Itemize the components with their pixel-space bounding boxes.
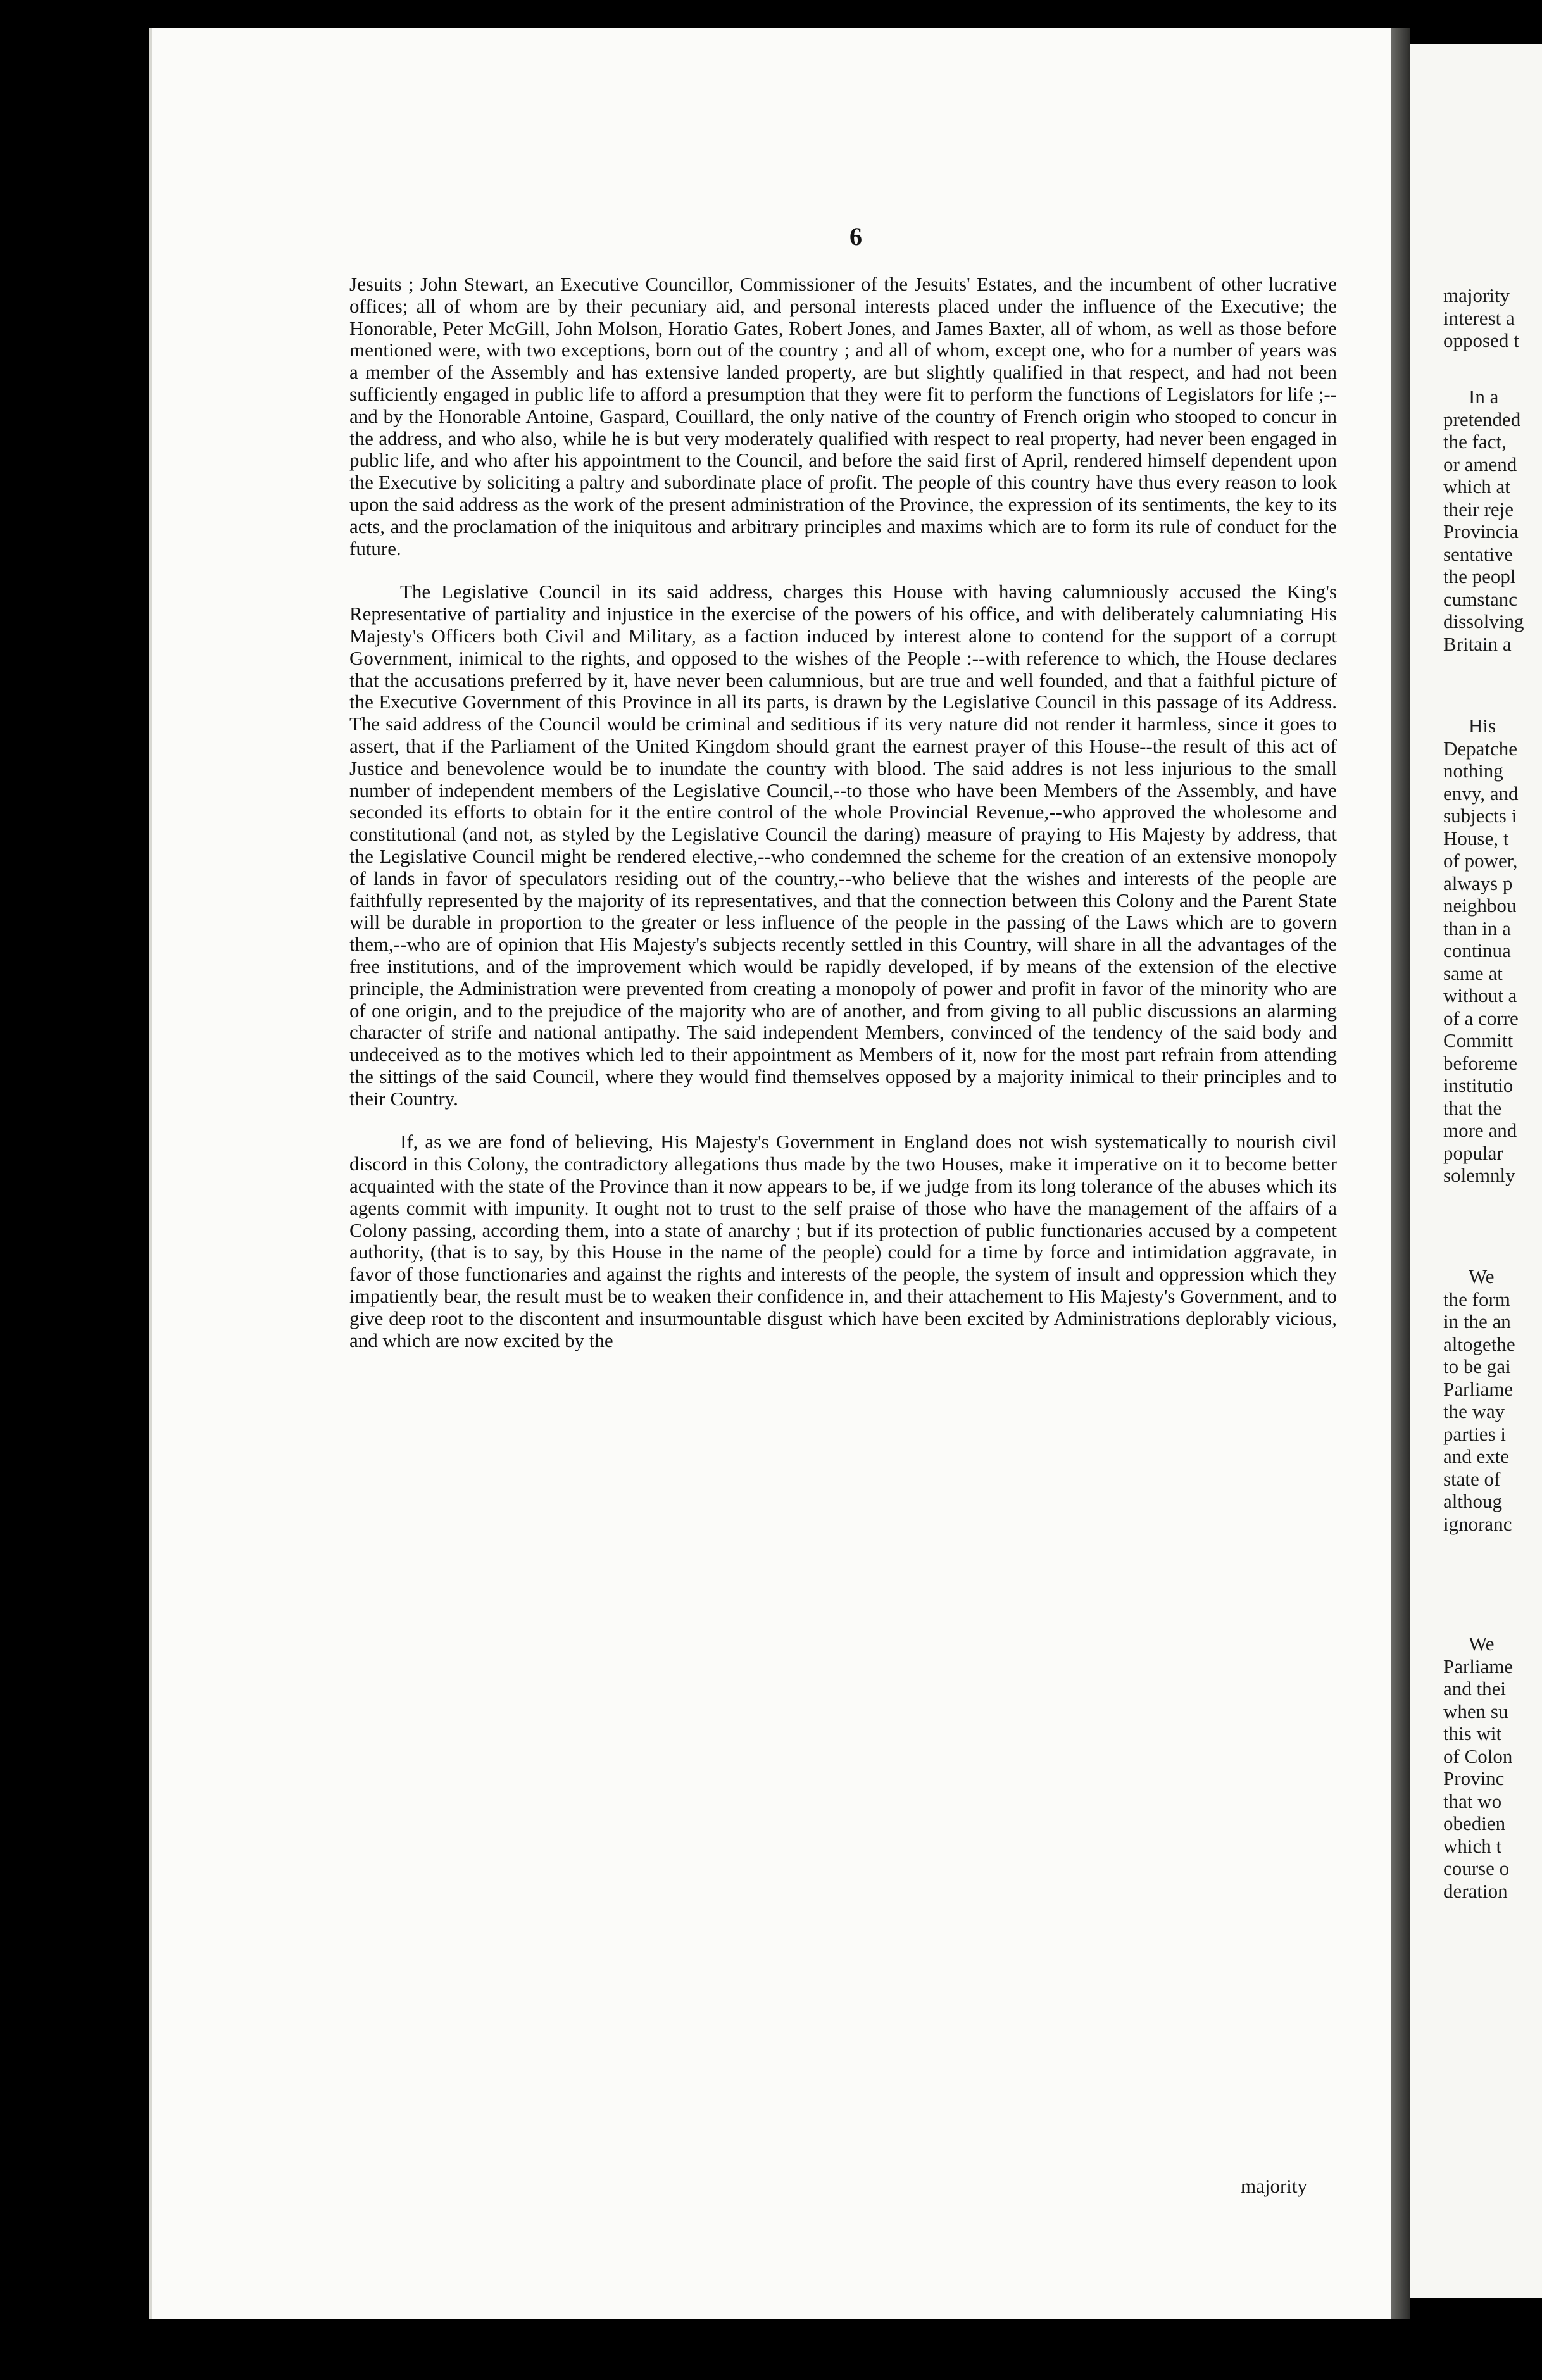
- adjacent-page-fragment: of a corre: [1443, 1006, 1519, 1029]
- adjacent-page-fragment: Provincia: [1443, 520, 1519, 542]
- adjacent-page-fragment: We: [1469, 1632, 1495, 1655]
- adjacent-page-fragment: dissolving: [1443, 610, 1524, 632]
- adjacent-page-fragment: We: [1469, 1265, 1495, 1287]
- adjacent-page-fragment: Depatche: [1443, 737, 1518, 760]
- adjacent-page-fragment: ignoranc: [1443, 1512, 1512, 1535]
- adjacent-page-fragment: neighbou: [1443, 894, 1517, 917]
- adjacent-page-fragment: in the an: [1443, 1310, 1511, 1332]
- adjacent-page-fragment: popular: [1443, 1141, 1503, 1164]
- adjacent-page-fragment: Britain a: [1443, 632, 1512, 655]
- adjacent-page-fragment: majority: [1443, 284, 1510, 306]
- adjacent-page-fragment: of power,: [1443, 849, 1518, 872]
- adjacent-page-edge: [1410, 44, 1542, 2298]
- adjacent-page-fragment: the form: [1443, 1287, 1510, 1310]
- adjacent-page-fragment: that the: [1443, 1096, 1502, 1119]
- adjacent-page-fragment: obedien: [1443, 1812, 1506, 1834]
- adjacent-page-fragment: pretended: [1443, 408, 1521, 430]
- adjacent-page-fragment: Committ: [1443, 1029, 1514, 1051]
- adjacent-page-fragment: course o: [1443, 1857, 1510, 1879]
- adjacent-page-fragment: of Colon: [1443, 1744, 1513, 1767]
- adjacent-page-fragment: interest a: [1443, 306, 1515, 329]
- page-number: 6: [849, 222, 862, 251]
- adjacent-page-fragment: or amend: [1443, 453, 1517, 475]
- adjacent-page-fragment: which at: [1443, 475, 1510, 498]
- adjacent-page-fragment: state of: [1443, 1467, 1501, 1490]
- paragraph-3: If, as we are fond of believing, His Majesty's Government in England does not wish systematically to nourish civil discord in this Colony, the contradictory allegations thus made by the two Houses, make it imperative on it to become better acquainted with the state of the Province than it now appears to be, if we judge from its long tolerance of the abuses which its agents commit with impunity. It ought not to trust to the self praise of those who have the management of the affairs of a Colony passing, according them, into a state of anarchy ; but if its protection of public functionaries accused by a competent authority, (that is to say, by this House in the name of the people) could for a time by force and intimidation aggravate, in favor of those functionaries and against the rights and interests of the people, the system of insult and oppression which they impatiently bear, the result must be to weaken their confidence in, and their attachement to His Majesty's Government, and to give deep root to the discontent and insurmountable disgust which have been excited by Administrations deplorably vicious, and which are now excited by the: [349, 1130, 1337, 1351]
- adjacent-page-fragment: the peopl: [1443, 565, 1516, 587]
- adjacent-page-fragment: House, t: [1443, 827, 1509, 849]
- adjacent-page-fragment: the fact,: [1443, 430, 1507, 453]
- adjacent-page-fragment: His: [1469, 715, 1496, 737]
- adjacent-page-fragment: nothing: [1443, 760, 1503, 782]
- main-text: [349, 273, 1337, 1351]
- book-gutter: [1391, 28, 1410, 2319]
- adjacent-page-fragment: altogethe: [1443, 1332, 1515, 1355]
- adjacent-page-fragment: always p: [1443, 872, 1513, 894]
- adjacent-page-fragment: that wo: [1443, 1789, 1502, 1812]
- adjacent-page-fragment: solemnly: [1443, 1164, 1515, 1186]
- adjacent-page-fragment: althoug: [1443, 1490, 1502, 1512]
- adjacent-page-fragment: without a: [1443, 984, 1517, 1006]
- adjacent-page-fragment: cumstanc: [1443, 587, 1518, 610]
- adjacent-page-fragment: when su: [1443, 1700, 1508, 1722]
- paragraph-1: Jesuits ; John Stewart, an Executive Councillor, Commissioner of the Jesuits' Estates, and the incumbent of other lucrative offices; all of whom are by their pecuniary aid, and personal interests placed under the influence of the Executive; the Honorable, Peter McGill, John Molson, Horatio Gates, Robert Jones, and James Baxter, all of whom, as well as those before mentioned were, with two exceptions, born out of the country ; and all of whom, except one, who for a number of years was a member of the Assembly and has extensive landed property, are but slightly qualified in that respect, and had not been sufficiently engaged in public life to afford a presumption that they were fit to perform the functions of Legislators for life ;--and by the Honorable Antoine, Gaspard, Couillard, the only native of the country of French origin who stooped to concur in the address, and who also, while he is but very moderately qualified with respect to real property, had never been engaged in public life, and who after his appointment to the Council, and before the said first of April, rendered himself dependent upon the Executive by soliciting a paltry and subordinate place of profit. The people of this country have thus every reason to look upon the said address as the work of the present administration of the Province, the expression of its sentiments, the key to its acts, and the proclamation of the iniquitous and arbitrary principles and maxims which are to form its rule of conduct for the future.: [349, 273, 1337, 560]
- adjacent-page-fragment: and thei: [1443, 1677, 1506, 1700]
- adjacent-page-fragment: the way: [1443, 1400, 1505, 1422]
- adjacent-page-fragment: deration: [1443, 1879, 1508, 1902]
- adjacent-page-fragment: In a: [1469, 385, 1499, 408]
- adjacent-page-fragment: Parliame: [1443, 1655, 1514, 1677]
- adjacent-page-fragment: parties i: [1443, 1422, 1506, 1445]
- paragraph-2: The Legislative Council in its said address, charges this House with having calumniously accused the King's Representative of partiality and injustice in the exercise of the powers of his office, and with deliberately calumniating His Majesty's Officers both Civil and Military, as a faction induced by interest alone to contend for the support of a corrupt Government, inimical to the rights, and opposed to the wishes of the People :--with reference to which, the House declares that the accusations preferred by it, have never been calumnious, but are true and well founded, and that a faithful picture of the Executive Government of this Province in all its parts, is drawn by the Legislative Council in this passage of its Address. The said address of the Council would be criminal and seditious if its very nature did not render it harmless, since it goes to assert, that if the Parliament of the United Kingdom should grant the earnest prayer of this House--the result of this act of Justice and benevolence would be to inundate the country with blood. The said addres is not less injurious to the small number of independent members of the Legislative Council,--to those who have been Members of the Assembly, and have seconded its efforts to obtain for it the entire control of the whole Provincial Revenue,--who approved the wholesome and constitutional (and not, as styled by the Legislative Council the daring) measure of praying to His Majesty by address, that the Legislative Council might be rendered elective,--who condemned the scheme for the creation of an extensive monopoly of lands in favor of speculators residing out of the country,--who believe that the wishes and interests of the people are faithfully represented by the majority of its representatives, and that the connection between this Colony and the Parent State will be durable in proportion to the greater or less influence of the people in the passing of the Laws which are to govern them,--who are of opinion that His Majesty's subjects recently settled in this Country, will share in all the advantages of the free institutions, and of the improvement which would be rapidly developed, if by means of the extension of the elective principle, the Administration were prevented from creating a monopoly of power and profit in favor of the minority who are of one origin, and to the prejudice of the majority who are of another, and from giving to all public discussions an alarming character of strife and national antipathy. The said independent Members, convinced of the tendency of the said body and undeceived as to the motives which led to their appointment as Members of it, now for the most part refrain from attending the sittings of the said Council, where they would find themselves opposed by a majority inimical to their principles and to their Country.: [349, 580, 1337, 1110]
- adjacent-page-fragment: sentative: [1443, 542, 1514, 565]
- adjacent-page-fragment: this wit: [1443, 1722, 1502, 1744]
- adjacent-page-fragment: opposed t: [1443, 329, 1519, 351]
- adjacent-page-fragment: continua: [1443, 939, 1511, 961]
- adjacent-page-fragment: to be gai: [1443, 1355, 1511, 1377]
- adjacent-page-fragment: institutio: [1443, 1074, 1514, 1096]
- catchword: majority: [1241, 2175, 1308, 2197]
- adjacent-page-fragment: envy, and: [1443, 782, 1519, 805]
- adjacent-page-fragment: Parliame: [1443, 1377, 1514, 1400]
- adjacent-page-fragment: more and: [1443, 1119, 1517, 1141]
- adjacent-page-fragment: and exte: [1443, 1445, 1510, 1467]
- adjacent-page-fragment: than in a: [1443, 917, 1511, 939]
- adjacent-page-fragment: Provinc: [1443, 1767, 1505, 1789]
- adjacent-page-fragment: subjects i: [1443, 805, 1517, 827]
- adjacent-page-fragment: which t: [1443, 1834, 1502, 1857]
- adjacent-page-fragment: beforeme: [1443, 1051, 1518, 1074]
- adjacent-page-fragment: their reje: [1443, 498, 1514, 520]
- adjacent-page-fragment: same at: [1443, 961, 1503, 984]
